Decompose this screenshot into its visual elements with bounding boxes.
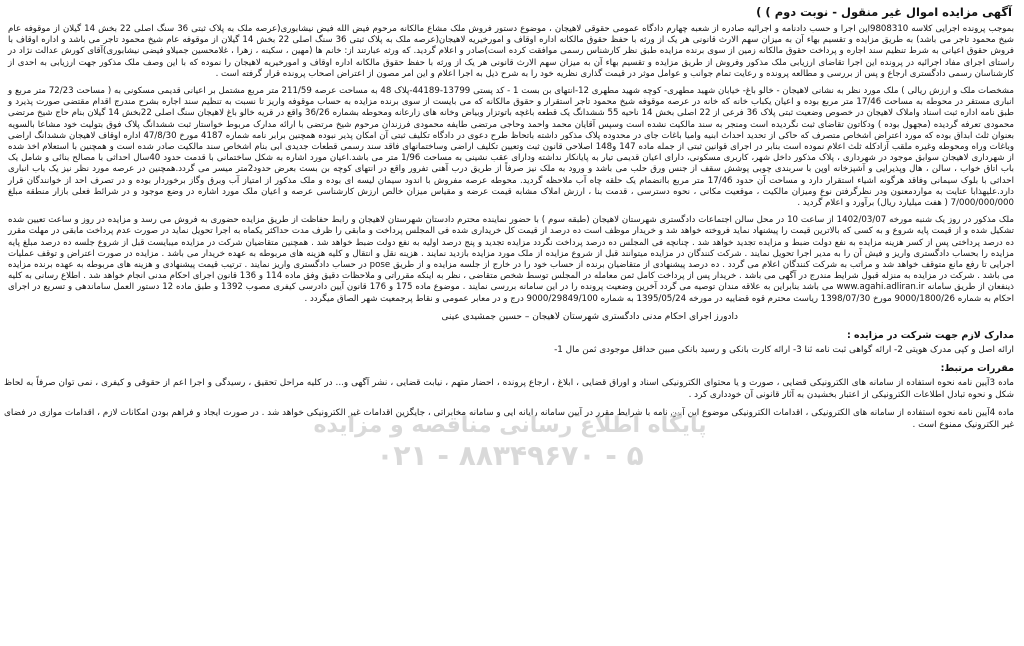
documents-item: ارائه اصل و کپی مدرک هویتی 2- ارائه گواهی ثبت نامه ثنا 3- ارائه کارت بانکی و رسید بانکی مبین حداقل موجودی ثمن مال 1- [554, 344, 1014, 355]
rule-article-3: ماده 3آیین نامه نحوه استفاده از سامانه های الکترونیکی قضایی ، صورت و یا محتوای الکترونیکی اسناد و اوراق قضایی ، ابلاغ ، ارجاع پرونده ، احضار متهم ، نیابت قضایی ، نشر آگهی و... در کلیه مراحل تحقیق ، رسیدگی و اجرا اعم از حقوقی و کیفری ، نمی توان صرفاً به لحاظ شکل و نحوه تبادل اطلاعات الکترونیکی از اعتبار بخشیدن به آثار قانونی آن خودداری کرد . [4, 377, 1014, 400]
watermark-text: پایگاه اطلاع رسانی مناقصه و مزایده [313, 413, 707, 438]
signature: دادورز اجرای احکام مدنی دادگستری شهرستان لاهیجان – حسین جمشیدی عینی [441, 311, 738, 322]
rules-heading: مقررات مرتبط: [940, 362, 1014, 374]
paragraph-case-intro: بموجب پرونده اجرایی کلاسه 9808310این اجرا و حسب دادنامه و اجرائیه صادره از شعبه چهارم دادگاه عمومی حقوقی لاهیجان ، موضوع دستور فروش ملک مشاع مالکانه مرحوم فیض الله فیض نیشابوری(عرصه ملک به پلاک ثبتی 36 سنگ اصلی 22 بخش 14 گیلان از موقوفه عام شیخ محمود تاجر می باشد) به طریق مزایده و تقسیم بهاء آن به میزان سهم الارث قانونی هر یک از ورثه با حفظ حقوق مالکانه اداره اوقاف و امورخیریه لاهیجان(عرصه ملک به پلاک ثبتی 36 سنگ اصلی 22 بخش 14 گیلان از موقوفه عام شیخ محمود تاجر می باشد و اداره اوقاف با فروش حقوق اعیانی به شرط تنظیم سند اجاره و پرداخت حقوق مالکانه زمین از سوی برنده مزایده طبق نظر کارشناس رسمی موافقت کرده است)صادر و اعلام گردید. که ورثه عبارتند از: خانم ها (مهین ، سکینه ، زهرا ، غلامحسین جمیلاو فیضی نیشابوری)آقای کورش عدالت نژاد در راستای اجرای مفاد اجرائیه در پرونده این اجرا تقاضای ارزیابی ملک مذکور وفروش از طریق مزایده و تقسیم بهاء آن به میزان سهم الارث قانونی هر یک از ورثه با حفظ حقوق مالکانه اداره اوقاف و امورخیریه لاهیجان را نموده که با این وصف ملک مذکور جهت ارزیابی به احدی از کارشناسان رسمی دادگستری ارجاع و پس از بررسی و مطالعه پرونده و رعایت تمام جوانب و عوامل موثر در قیمت گذاری نظریه خود را به شرح ذیل به اجرا اعلام و این امر مصون از اعتراض اصحاب پرونده قرار گرفته است . [8, 24, 1015, 79]
notice-title: آگهی مزایده اموال غیر منقول - نوبت دوم ) ) [756, 5, 1012, 19]
paragraph-property-specs: مشخصات ملک و ارزش ریالی ) ملک مورد نظر به نشانی لاهیجان - خالو باغ- خیابان شهید مطهری- کوچه شهید مطهری 12-انتهای بن بست 1 - کد پستی 13799-44189-پلاک 48 به مساحت عرصه 211/59 متر مربع مشتمل بر اعیانی قدیمی مسکونی به ( مساحت 72/23 متر مربع و انباری مستقر در محوطه به مساحت 17/46 متر مربع بوده و اعیان یکباب خانه که خانه در عرصه موقوفه شیخ محمود تاجر استقرار و حقوق مالکانه که می بایست از سوی برنده مزایده به حساب موقوفه واریز تا نسبت به تنظیم سند اجاره بشرح مندرج اقدام مقتضی صورت پذیرد و طبق نامه اداره ثبت اسناد واملاک لاهیجان در خصوص وضعیت ثبتی پلاک 36 فرعی از 22 اصلی بخش 14 ناحیه 55 ششدانگ یک قطعه باغچه باتوتزار وبیاض وخانه های زارعانه ومحوطه بشماره 36/26 واقع در قریه خالو باغ لاهیجان سنگ اصلی 22بخش 14 گیلان بنام حاج شیخ مرتضی محمودی تعرفه گردیده (مجهول بوده ) ودکاتون تقاضای ثبت نگردیده است ومنجر به سند مالکیت نشده است وسپس آقایان محمد واحمد وحاجی مرتضی طایفه محمودی فرزندان مرحوم شیخ مرتضی با ارائه مدارک مربوط خواستار ثبت ششدانگ پلاک فوق بتولیت خود مشاعا بالسویه بعنوان ثلث ابداق بوده که مورد اعتراض اشخاص متصرف که حاکی از تحدید احداث ابنیه وامیا باغات جای در محدوده پلاک مذکور داشته باتحاظ طرح دعوی در دادگاه تکلیف ثبتی آن امکان پذیر نبوده همچنین برابر نامه شماره 4187 مورخ 47/8/30 اداره اوقاف لاهیجان ششدانگ اراضی وباغات وراه ومحوطه وغیره ملقب آزادکله ثلث اعلام نموده است بنابر در اجرای قوانین ثبتی از جمله ماده 147 و148 اصلاحی قانون ثبت وتعیین تکلیف اراضی وساختمانهای فاقد سند رسمی قطعات جدیدی ابی بنام اشخاص سند مالکیت صادر شده است و همچنین با استعلام اخذ شده از شهرداری لاهیجان سوابق موجود در شهرداری ، پلاک مذکور داخل شهر، کاربری مسکونی، دارای اعیان قدیمی تیار به پایانکار نداشته ودارای عقب نشینی به مساحت 1/96 متر می باشد.اعیان مورد اشاره به شکل ساختمانی با قدمت حدود 40سال احداثی با مصالح بنائی و شامل یک باب اتاق خواب ، سالن ، هال وپذیرایی و آشپزخانه اوپن با سربندی چوبی پوشش سقف از جنس ورق حلب می باشد و ورود به ملک نیز صرفاً از طریق درب آهنی تفرور واقع در انتهای کوچه بن بست بعرض حدود2متر میسر می گردد.همچنین در عرصه مورد نظر نیز یک باب انباری احداثی با بلوک سیمانی وفاقد هرگونه اشیاء استقرار دارد و مساحت آن حدود 17/46 متر مربع باانضمام یک حلقه چاه آب ملاحظه گردید. محوطه عرصه مفروش با اندود سیمان لیسه ای بوده و ملک مذکور از امتیاز آب وبرق وگاز برخوردار بوده و در تصرف احد از خوانندگان قرار دارد.علیهذابا عنایت به مواردمعنون ودر نظرگرفتن نوع ومیزان مالکیت ، موقعیت مکانی ، نحوه دسترسی ، قدمت بنا ، ارزش املاک مشابه قیمت عرضه و مقیاس میزان خالص ارزش کارشناسی عرصه و اعیان ملک مورد اشاره در وضع موجود و در شرائط فعلی بازار منطقه مبلغ 7/000/000/000 ( هفت میلیارد ریال) برآورد و اعلام گردید . [8, 86, 1015, 209]
documents-heading: مدارک لازم جهت شرکت در مزایده : [846, 329, 1014, 341]
rule-article-4: ماده 4آیین نامه نحوه استفاده از سامانه های الکترونیکی ، اقدامات الکترونیکی موضوع این آیین نامه با شرایط مقرر در آیین سامانه رایانه ایی و سامانه مخابراتی ، جایگزین اقدامات غیر الکترونیکی خواهد شد . در صورت ایجاد و فراهم بودن امکانات لازم ، اقدامات موازی در فضای غیر الکترونیک ممنوع است . [4, 407, 1014, 430]
watermark-phone: ۰۲۱ - ۸۸۳۴۹۶۷۰ - ۵ [376, 439, 644, 472]
paragraph-auction-terms: ملک مذکور در روز یک شنبه مورخه 1402/03/07 از ساعت 10 در محل سالن اجتماعات دادگستری شهرستان لاهیجان (طبقه سوم ) با حضور نماینده محترم دادستان شهرستان لاهیجان و رابط حفاظت از طریق مزایده حضوری به فروش می رسد و مزایده در روز و ساعت تعیین شده تشکیل شده و از قیمت پایه شروع و به کسی که بالاترین قیمت را پیشنهاد نماید فروخته خواهد شد و خریدار موظف است ده درصد از قیمت کل خریداری شده فی المجلس پرداخت و مابقی را ظرف مدت حداکثر یکماه به اجرا تحویل نماید در صورت عدم پرداخت مابقی در مهلت مقرر ده درصد پرداختی پس از کسر هزینه مزایده به نفع دولت ضبط و مزایده تجدید خواهد شد . چنانچه فی المجلس ده درصد پرداخت نگردد مزایده تجدید و پنج درصد اولیه به نفع دولت ضبط خواهد شد . همچنین متقاضیان شرکت در مزایده میبایست قبل از شروع جلسه ده درصد مبلغ پایه مزایده را بحساب دادگستری واریز و فیش آن را به مدیر اجرا تحویل نمایند . شرکت کنندگان در مزایده میتوانند قبل از شروع مزایده از ملک مورد مزایده بازدید نمایند . هزینه نقل و انتقال و کلیه هزینه های مربوطه به عهده خریدار می باشد . مزایده در صورت اعتراض و توقف عملیات اجرایی تا رفع مانع متوقف خواهد شد و مراتب به شرکت کنندگان اعلام می گردد . ده درصد پیشنهادی از متقاضیان برنده از حساب خود را در خارج از جلسه مزایده و از طریق pose در حساب دادگستری واریز نمایند . ترتیب قیمت پیشنهادی و هزینه های مربوطه به عهده برنده مزایده می باشد . شرکت در مزایده به منزله قبول شرایط مندرج در آگهی می باشد . خریدار پس از پرداخت کامل ثمن معامله در المجلس توسط شخص متقاضی ، نظر به اینکه مقرراتی و ملاحظات دقیق وفق ماده 114 و 136 قانون اجرای احکام مدنی انجام خواهد شد . اطلاع رسانی به کلیه ذینفعان از طریق سامانه www.agahi.adliran.ir می باشد بنابراین به علاقه مندان توصیه می گردد آخرین وضعیت پرونده را در این سامانه بررسی نمایند . موضوع ماده 175 و 176 قانون آیین دادرسی کیفری مصوب 1392 و طبق ماده 12 دستور العمل ساماندهی و تسریع در اجرای احکام به شماره 9000/1800/26 مورخ 1398/07/30 ریاست محترم قوه قضاییه در مورخه 1395/05/24 به شماره 9000/29849/100 درج و در معابر عمومی و نقاط پرجمعیت شهر الصاق میگردد . [8, 215, 1014, 304]
auction-notice [4, 4, 1018, 642]
